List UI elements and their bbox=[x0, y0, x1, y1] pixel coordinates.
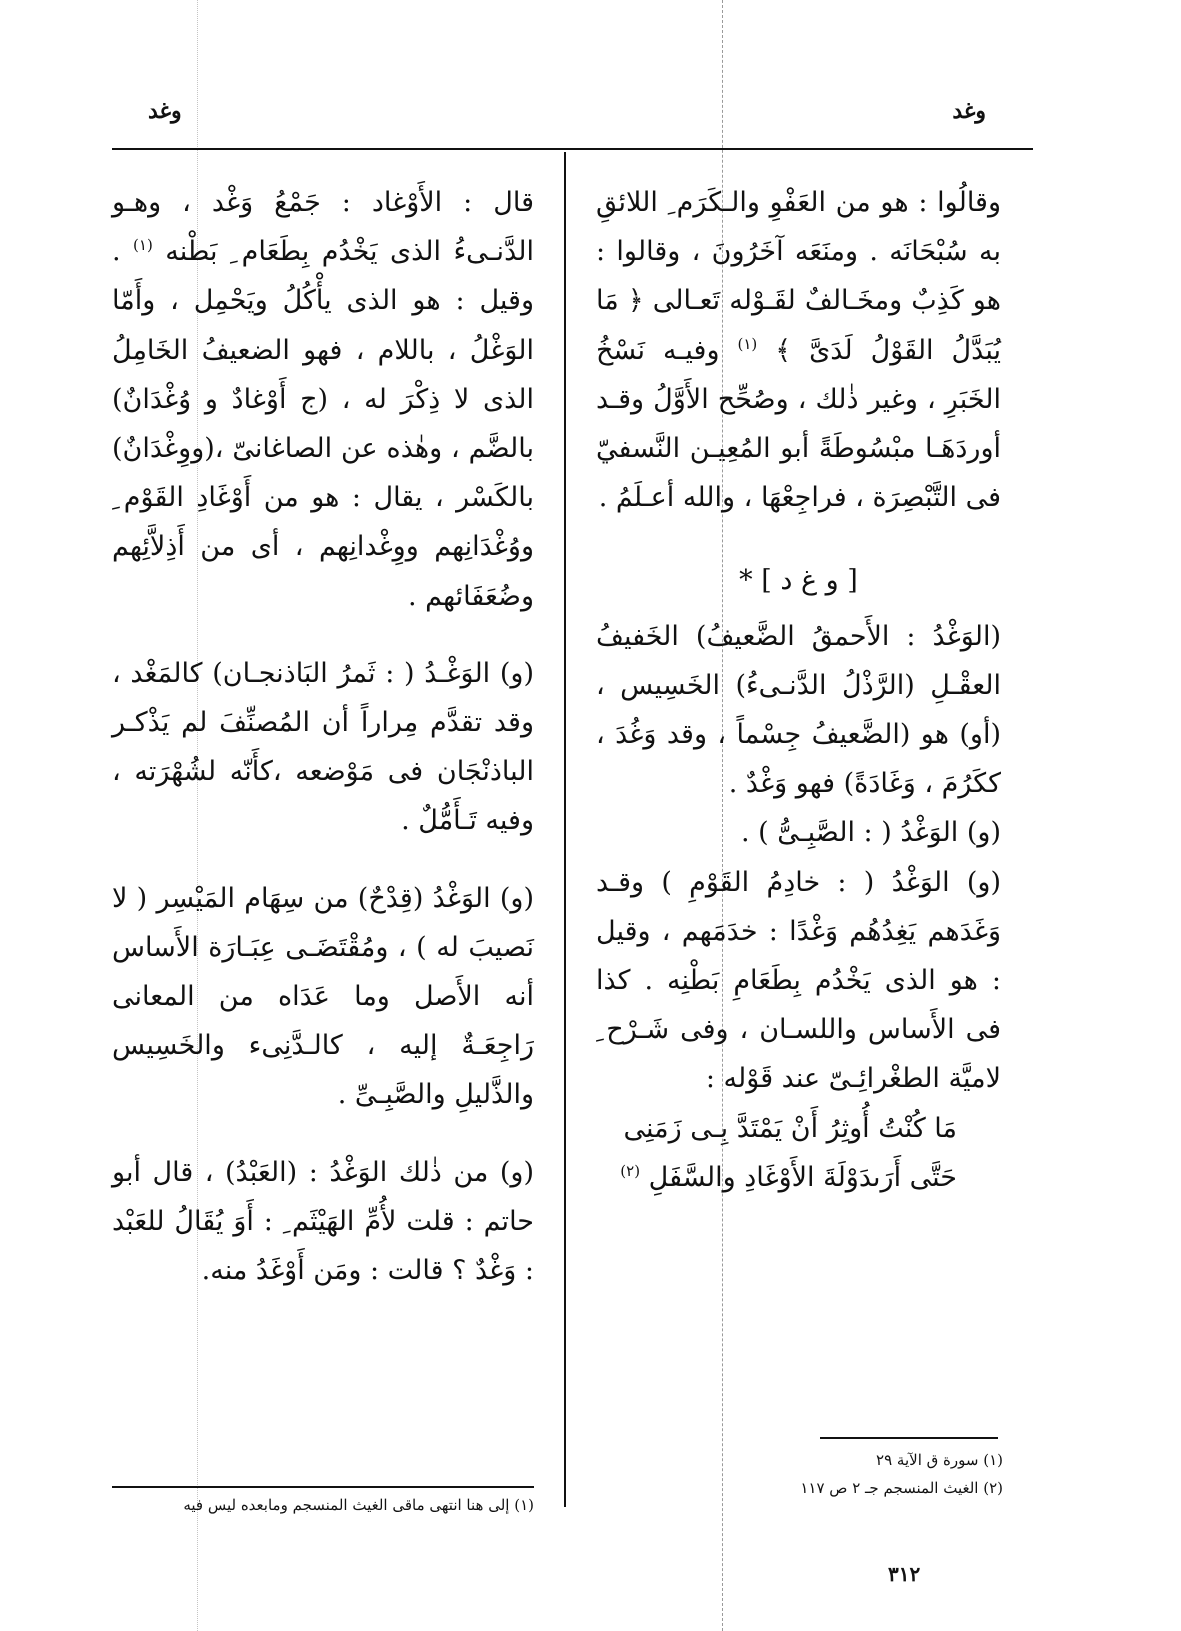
right-paragraph-1-tail: وفيـه نَسْخُ الخَبَرِ ، وغير ذٰلك ، وصُحِّح الأَوَّلُ وقـد أوردَهَـا مبْسُوطَةً أبو المُعِيـن النَّسفيّ فى التَّبْصِرَة ، فراجِعْهَا ، والله أعـلَمُ . bbox=[596, 334, 1001, 514]
footnote-left-1: (١) إلى هنا انتهى ماقى الغيث المنسجم ومابعده ليس فيه bbox=[183, 1496, 534, 1514]
running-header-right: وغد bbox=[952, 98, 986, 124]
footnote-marker: (١) bbox=[133, 236, 153, 255]
entry-heading: [ و غ د ] * bbox=[739, 565, 858, 597]
left-paragraph-1-text: قال : الأَوْغاد : جَمْعُ وَغْد ، وهـو الدَّنـىءُ الذى يَخْدُم بِطَعَام ِ بَطْنه bbox=[112, 187, 534, 268]
right-paragraph-2: (الوَغْدُ : الأَحمقُ الضَّعيفُ) الخَفيفُ العقْـلِ (الرَّذْلُ الدَّنـىءُ) الخَسِيس ، (أو) هو (الضَّعيفُ جِسْماً ، وقد وَغُدَ ، ككَرُمَ ، وَغَادَةً) فهو وَغْدٌ . bbox=[596, 620, 1001, 800]
page-number: ٣١٢ bbox=[888, 1562, 921, 1586]
right-paragraph-3: (و) الوَغْدُ ( : الصَّبِـىُّ ) . bbox=[740, 817, 1001, 849]
footnote-right-1: (١) سورة ق الآية ٢٩ bbox=[876, 1451, 1003, 1469]
spacer bbox=[112, 1120, 534, 1148]
footnote-marker: (١) bbox=[737, 334, 758, 353]
footnote-marker: (٢) bbox=[620, 1161, 641, 1180]
right-column bbox=[596, 178, 1001, 1202]
left-paragraph-1-tail: . وقيل : هو الذى يأْكُلُ ويَحْمِل ، وأَمّا الوَغْلُ ، باللام ، فهو الضعيفُ الخَامِلُ الذى لا ذِكْرَ له ، (ج أَوْغادٌ و وُغْدَانٌ) بالضَّم ، وهٰذه عن الصاغانىّ ،(ووِغْدَانٌ) بالكَسْر ، يقال : هو من أَوْغَادِ القَوْم ِ ووُغْدَانِهم ووِغْدانِهم ، أى من أَذِلاَّئِهم وضُعَفَائهم . bbox=[112, 236, 534, 612]
left-column bbox=[112, 178, 534, 1295]
verse-line-1: مَا كُنْتُ أُوثِرُ أَنْ يَمْتَدَّ بِـى زَمَنِى bbox=[623, 1112, 957, 1144]
footnote-rule-right bbox=[820, 1437, 998, 1439]
left-paragraph-2: (و) الوَغْـدُ ( : ثَمرُ البَاذنجـان) كالمَغْد ، وقد تقدَّم مِراراً أن المُصنِّفَ لم يَذْكـر الباذنْجَان فى مَوْضعه ،كأَنّه لشُهْرَته ، وفيه تَـأَمُّلٌ . bbox=[112, 657, 534, 837]
right-paragraph-4: (و) الوَغْدُ ( : خادِمُ القَوْمِ ) وقـد وَغَدَهم يَغِدُهُم وَغْدًا : خدَمَهم ، وقيل : هو الذى يَخْدُم بِطَعَامِ بَطْنِه . كذا فى الأَساس واللسـان ، وفى شَـرْح ِ لاميَّة الطغْرائِـىّ عند قَوْله : bbox=[596, 866, 1001, 1095]
running-header-left: وغد bbox=[148, 98, 182, 124]
footnote-right-2: (٢) الغيث المنسجم جـ ٢ ص ١١٧ bbox=[800, 1479, 1003, 1497]
footnotes-left bbox=[112, 1492, 534, 1518]
column-divider bbox=[564, 152, 566, 1507]
spacer bbox=[112, 846, 534, 874]
header-rule bbox=[112, 148, 1033, 150]
spacer bbox=[112, 621, 534, 649]
right-paragraph-1-text: وقالُوا : هو من العَفْوِ والـكَرَم ِ اللائقِ به سُبْحَانَه . ومنَعَه آخَرُونَ ، وقالوا : هو كَذِبٌ ومخَـالفٌ لقَـوْله تَعـالى ﴿ مَا يُبَدَّلُ القَوْلُ لَدَىَّ ﴾ bbox=[596, 187, 1001, 366]
left-paragraph-3: (و) الوَغْدُ (قِدْحٌ) من سِهَام المَيْسِر ( لا نَصيبَ له ) ، ومُقْتَضَـى عِبَـارَة الأَساس أنه الأَصل وما عَدَاه من المعانى رَاجِعَـةٌ إليه ، كالـدَّنِىء والخَسِيس والذَّليلِ والصَّبِـىِّ . bbox=[112, 882, 534, 1111]
verse-line-2 bbox=[596, 1153, 1001, 1202]
left-paragraph-4: (و) من ذٰلك الوَغْدُ : (العَبْدُ) ، قال أبو حاتم : قلت لأُمِّ الهَيْثَم ِ : أَوَ يُقَالُ للعَبْد : وَغْدٌ ؟ قالت : ومَن أَوْغَدُ منه. bbox=[112, 1156, 534, 1287]
right-paragraph-1 bbox=[596, 178, 1001, 522]
verse-line-2-text: حَتَّى أَرَىدَوْلَةَ الأَوْغَادِ والسَّفَلِ bbox=[648, 1161, 957, 1193]
spacer bbox=[596, 522, 1001, 550]
footnote-rule-left bbox=[112, 1486, 534, 1488]
left-paragraph-1 bbox=[112, 178, 534, 621]
footnotes-right bbox=[700, 1446, 1003, 1502]
